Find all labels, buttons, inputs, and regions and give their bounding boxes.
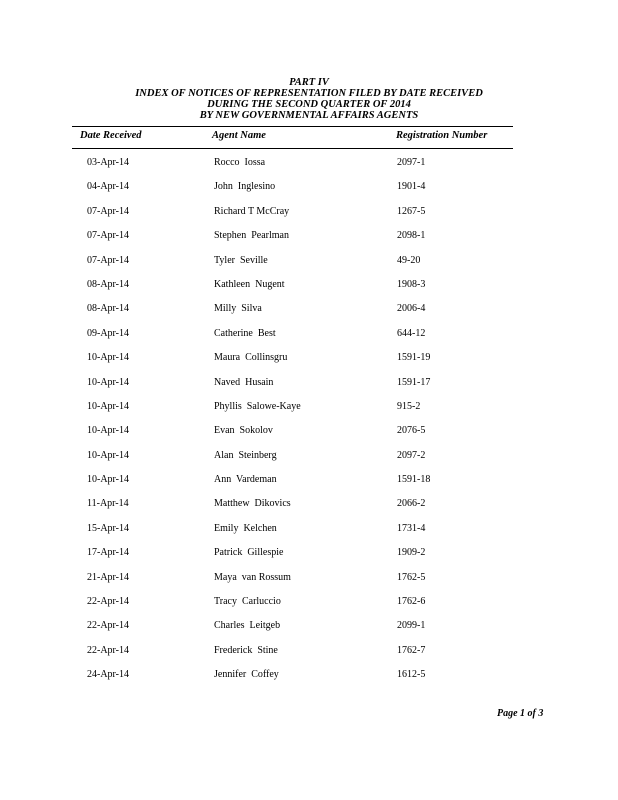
cell-date-received: 07-Apr-14: [87, 254, 130, 266]
table-row: [0, 300, 618, 324]
cell-agent-name: Kathleen Nugent: [214, 278, 285, 290]
cell-date-received: 07-Apr-14: [87, 230, 130, 242]
cell-agent-name: Richard T McCray: [214, 205, 290, 217]
cell-registration-number: 1762-5: [397, 571, 426, 583]
cell-agent-name: Stephen Pearlman: [214, 230, 289, 242]
cell-agent-name: Patrick Gillespie: [214, 547, 284, 559]
cell-registration-number: 2076-5: [397, 425, 426, 437]
cell-agent-name: John Inglesino: [214, 181, 276, 193]
cell-date-received: 10-Apr-14: [87, 400, 130, 412]
table-row: [0, 154, 618, 178]
cell-agent-name: Tracy Carluccio: [214, 596, 281, 608]
cell-agent-name: Alan Steinberg: [214, 449, 277, 461]
cell-date-received: 24-Apr-14: [87, 669, 130, 681]
table-row: [0, 642, 618, 666]
cell-date-received: 03-Apr-14: [87, 157, 130, 168]
table-row: [0, 593, 618, 617]
cell-agent-name: Naved Husain: [214, 376, 274, 388]
title-line-quarter: DURING THE SECOND QUARTER OF 2014: [207, 99, 411, 110]
cell-agent-name: Rocco Iossa: [214, 157, 266, 168]
table-row: [0, 617, 618, 641]
table-row: [0, 325, 618, 349]
cell-date-received: 04-Apr-14: [87, 181, 130, 193]
cell-date-received: 10-Apr-14: [87, 425, 130, 437]
table-row: [0, 227, 618, 251]
cell-date-received: 22-Apr-14: [87, 620, 130, 632]
table-row: [0, 666, 618, 690]
title-line-part: PART IV: [289, 77, 329, 88]
cell-registration-number: 1267-5: [397, 205, 426, 217]
cell-registration-number: 2099-1: [397, 620, 426, 632]
cell-date-received: 09-Apr-14: [87, 327, 130, 339]
cell-agent-name: Matthew Dikovics: [214, 498, 291, 510]
cell-date-received: 22-Apr-14: [87, 596, 130, 608]
cell-registration-number: 1591-18: [397, 474, 431, 486]
cell-date-received: 22-Apr-14: [87, 644, 130, 656]
cell-agent-name: Ann Vardeman: [214, 474, 277, 486]
cell-registration-number: 915-2: [397, 400, 421, 412]
title-line-agents: BY NEW GOVERNMENTAL AFFAIRS AGENTS: [199, 110, 419, 121]
table-row: [0, 422, 618, 446]
cell-agent-name: Frederick Stine: [214, 644, 278, 656]
cell-agent-name: Jennifer Coffey: [214, 669, 279, 681]
cell-agent-name: Tyler Seville: [214, 254, 268, 266]
cell-date-received: 10-Apr-14: [87, 474, 130, 486]
cell-date-received: 10-Apr-14: [87, 376, 130, 388]
title-line-index: INDEX OF NOTICES OF REPRESENTATION FILED BY DATE RECEIVED: [135, 88, 483, 99]
cell-agent-name: Charles Leitgeb: [214, 620, 281, 632]
cell-registration-number: 1612-5: [397, 669, 426, 681]
cell-date-received: 11-Apr-14: [87, 498, 129, 510]
cell-date-received: 17-Apr-14: [87, 547, 130, 559]
cell-registration-number: 1762-6: [397, 596, 426, 608]
cell-registration-number: 644-12: [397, 327, 426, 339]
cell-agent-name: Emily Kelchen: [214, 522, 277, 534]
cell-registration-number: 1908-3: [397, 278, 426, 290]
table-row: [0, 398, 618, 422]
table-row: [0, 374, 618, 398]
table-row: [0, 276, 618, 300]
cell-date-received: 10-Apr-14: [87, 352, 130, 364]
table-row: [0, 178, 618, 202]
table-row: [0, 520, 618, 544]
cell-agent-name: Phyllis Salowe-Kaye: [214, 400, 301, 412]
column-header-agent-name: Agent Name: [212, 130, 266, 141]
page-number: Page 1 of 3: [497, 708, 544, 719]
header-top-rule: [72, 126, 513, 127]
table-row: [0, 203, 618, 227]
cell-registration-number: 2097-1: [397, 157, 426, 168]
column-header-date-received: Date Received: [80, 130, 142, 141]
document-title: [0, 77, 618, 121]
cell-registration-number: 1591-17: [397, 376, 431, 388]
cell-registration-number: 1901-4: [397, 181, 426, 193]
cell-agent-name: Maya van Rossum: [214, 571, 291, 583]
cell-date-received: 10-Apr-14: [87, 449, 130, 461]
table-row: [0, 544, 618, 568]
table-row: [0, 471, 618, 495]
cell-registration-number: 49-20: [397, 254, 421, 266]
header-bottom-rule: [72, 148, 513, 149]
cell-agent-name: Catherine Best: [214, 327, 276, 339]
cell-registration-number: 2097-2: [397, 449, 426, 461]
cell-agent-name: Evan Sokolov: [214, 425, 273, 437]
cell-date-received: 15-Apr-14: [87, 522, 130, 534]
table-row: [0, 569, 618, 593]
table-row: [0, 447, 618, 471]
cell-registration-number: 1762-7: [397, 644, 426, 656]
cell-agent-name: Maura Collinsgru: [214, 352, 288, 364]
table-row: [0, 252, 618, 276]
table-row: [0, 349, 618, 373]
column-header-registration-number: Registration Number: [396, 130, 488, 141]
cell-date-received: 07-Apr-14: [87, 205, 130, 217]
cell-registration-number: 2098-1: [397, 230, 426, 242]
cell-registration-number: 1909-2: [397, 547, 426, 559]
cell-date-received: 21-Apr-14: [87, 571, 130, 583]
table-row: [0, 495, 618, 519]
cell-registration-number: 2066-2: [397, 498, 426, 510]
cell-date-received: 08-Apr-14: [87, 303, 130, 315]
cell-registration-number: 2006-4: [397, 303, 426, 315]
cell-registration-number: 1591-19: [397, 352, 431, 364]
table-body: [0, 154, 618, 691]
cell-registration-number: 1731-4: [397, 522, 426, 534]
cell-agent-name: Milly Silva: [214, 303, 262, 315]
cell-date-received: 08-Apr-14: [87, 278, 130, 290]
